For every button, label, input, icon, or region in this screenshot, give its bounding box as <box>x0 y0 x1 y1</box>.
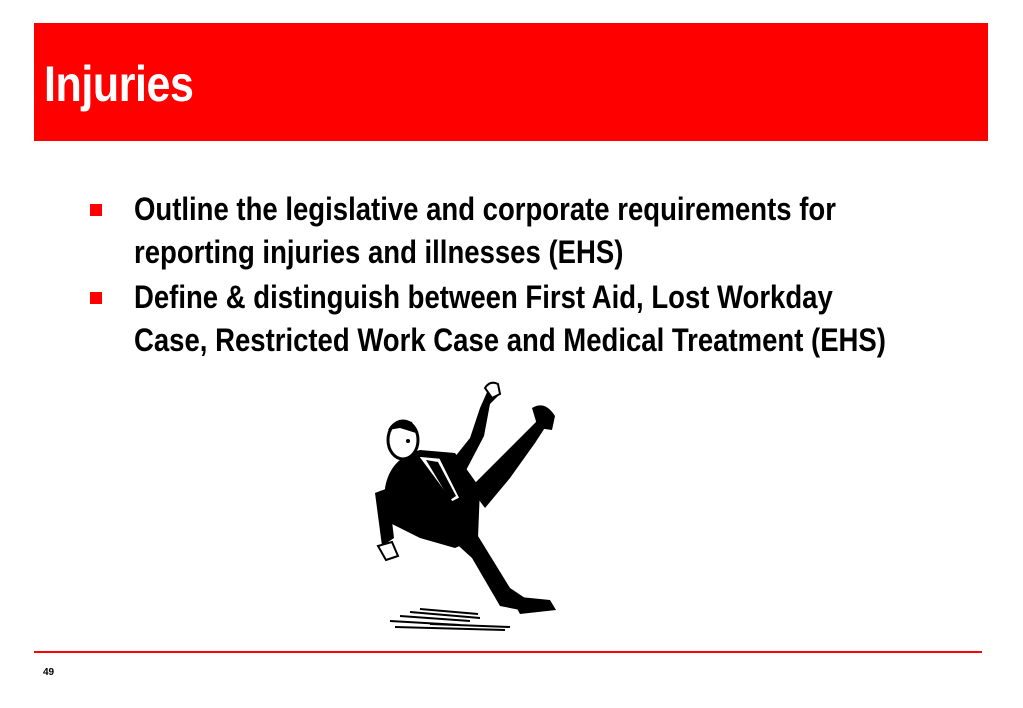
bullet-list <box>88 188 948 364</box>
bullet-text: Outline the legislative and corporate requirements for reporting injuries and illnesses (EHS) <box>134 191 836 270</box>
page-number: 49 <box>43 667 55 678</box>
list-item <box>88 276 948 362</box>
bullet-text: Define & distinguish between First Aid, Lost Workday Case, Restricted Work Case and Medical Treatment (EHS) <box>134 279 886 358</box>
list-item <box>88 188 948 274</box>
square-bullet-icon <box>90 204 102 216</box>
title-banner <box>34 23 988 141</box>
footer-divider <box>34 651 982 653</box>
slide-title: Injuries <box>44 56 194 112</box>
square-bullet-icon <box>90 292 102 304</box>
falling-man-icon <box>360 378 585 636</box>
